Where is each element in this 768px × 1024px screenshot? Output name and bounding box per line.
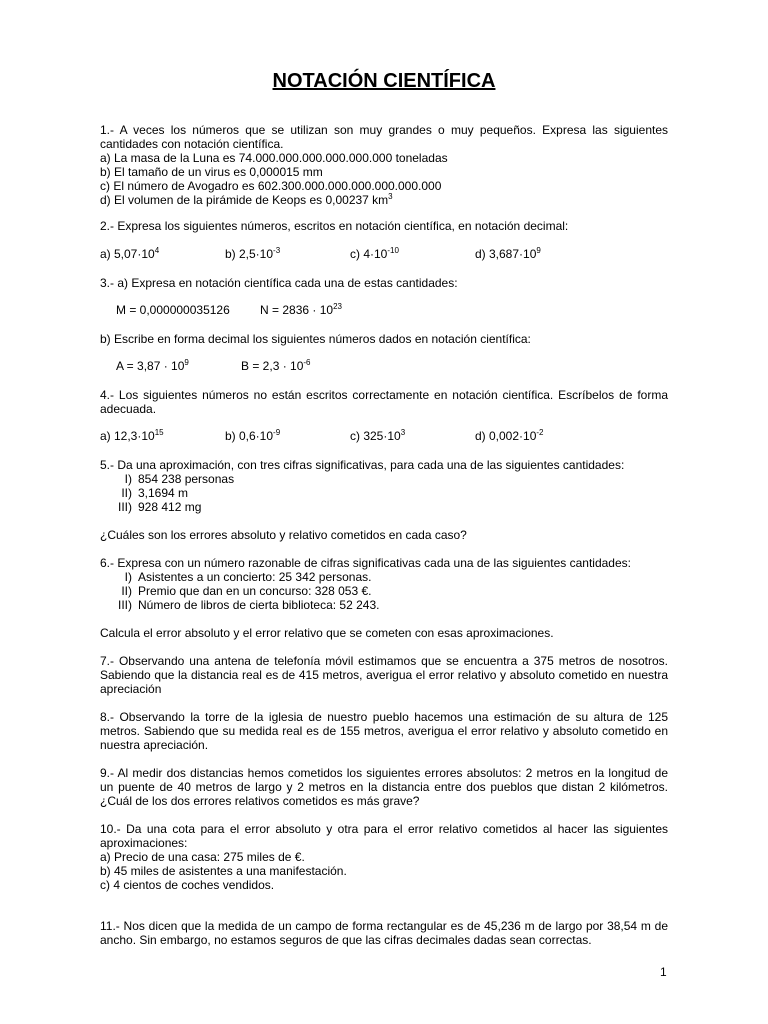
exercise-5-item: I) 854 238 personas — [124, 472, 235, 486]
exercise-4-item: b) $0,6\cdot 10^{-9}$ — [225, 428, 281, 443]
exercise-2-item: b) $2,5\cdot 10^{-3}$ — [225, 246, 281, 261]
exercise-2-item: d) $3,687\cdot 10^9$ — [475, 246, 541, 261]
value-b: $B = 2,3 \cdot 10^{-6}$ — [241, 358, 311, 373]
exercise-4-item: a) $12,3\cdot 10^{15}$ — [100, 428, 164, 443]
exercise-6-item: III) Número de libros de cierta biblioteca: 52 243. — [118, 598, 380, 612]
exercise-1-item-b: b) El tamaño de un virus es 0,000015 mm — [100, 165, 323, 179]
exercise-8: 8.- Observando la torre de la iglesia de nuestro pueblo hacemos una estimación de su altura de 125 metros. Sabiendo que su medida real es de 155 metros, averigua el error relativo y absoluto cometido en nuestra apreciación. — [100, 710, 668, 752]
exercise-4-item: d) $0,002\cdot 10^{-2}$ — [475, 428, 544, 443]
value-a: $A = 3,87 \cdot 10^9$ — [116, 358, 189, 373]
exercise-5 — [100, 458, 668, 514]
exercise-1-item-a: a) La masa de la Luna es 74.000.000.000.000.000.000 toneladas — [100, 151, 448, 165]
exercise-6-item: II) Premio que dan en un concurso: 328 053 €. — [121, 584, 372, 598]
exercise-6-intro: 6.- Expresa con un número razonable de cifras significativas cada una de las siguientes cantidades: — [100, 556, 631, 570]
exercise-3 — [100, 276, 668, 290]
exercise-3-part-b: b) Escribe en forma decimal los siguientes números dados en notación científica: — [100, 332, 531, 346]
exercise-2-item: c) $4\cdot 10^{-10}$ — [350, 246, 399, 261]
exercise-11: 11.- Nos dicen que la medida de un campo de forma rectangular es de 45,236 m de largo por 38,54 m de ancho. Sin embargo, no estamos seguros de que las cifras decimales dadas sean correctas. — [100, 919, 668, 947]
exercise-10-item-b: b) 45 miles de asistentes a una manifestación. — [100, 864, 347, 878]
page-title: NOTACIÓN CIENTÍFICA — [272, 70, 496, 92]
exercise-6-item: I) Asistentes a un concierto: 25 342 personas. — [124, 570, 372, 584]
exercise-1-intro: 1.- A veces los números que se utilizan son muy grandes o muy pequeños. Expresa las siguientes cantidades con notación científica. — [100, 123, 668, 151]
exercise-10 — [100, 822, 668, 892]
exercise-3-part-a: 3.- a) Expresa en notación científica cada una de estas cantidades: — [100, 276, 458, 290]
page-number: 1 — [660, 965, 667, 979]
exercise-5-question: ¿Cuáles son los errores absoluto y relativo cometidos en cada caso? — [100, 528, 467, 542]
exercise-4-item: c) $325\cdot 10^3$ — [350, 428, 406, 443]
exercise-4-intro: 4.- Los siguientes números no están escritos correctamente en notación científica. Escríbelos de forma adecuada. — [100, 388, 668, 416]
value-n: $N = 2836 \cdot 10^{23}$ — [260, 302, 342, 317]
exercise-9: 9.- Al medir dos distancias hemos cometidos los siguientes errores absolutos: 2 metros en la longitud de un puente de 40 metros de largo y 2 metros en la distancia entre dos pueblos que distan 2 kilómetros. ¿Cuál de los dos errores relativos cometidos es más grave? — [100, 766, 668, 808]
exercise-10-intro: 10.- Da una cota para el error absoluto y otra para el error relativo cometidos al hacer las siguientes aproximaciones: — [100, 822, 668, 850]
exercise-2-intro: 2.- Expresa los siguientes números, escritos en notación científica, en notación decimal: — [100, 219, 569, 233]
exercise-10-item-c: c) 4 cientos de coches vendidos. — [100, 878, 275, 892]
exercise-1 — [100, 123, 668, 207]
exercise-5-item: II) 3,1694 m — [121, 486, 189, 500]
exercise-6-followup: Calcula el error absoluto y el error relativo que se cometen con esas aproximaciones. — [100, 626, 554, 640]
exercise-5-item: III) 928 412 mg — [118, 500, 202, 514]
exercise-5-intro: 5.- Da una aproximación, con tres cifras significativas, para cada una de las siguientes cantidades: — [100, 458, 625, 472]
exercise-1-item-c: c) El número de Avogadro es 602.300.000.000.000.000.000.000 — [100, 179, 442, 193]
exercise-2-item: a) $5,07\cdot 10^4$ — [100, 246, 160, 261]
exercise-1-item-d: d) El volumen de la pirámide de Keops es 0,00237 $km^3$ — [100, 192, 393, 207]
exercise-6 — [100, 556, 668, 612]
exercise-10-item-a: a) Precio de una casa: 275 miles de €. — [100, 850, 305, 864]
exercise-2 — [100, 219, 668, 233]
value-m: M = 0,000000035126 — [116, 303, 230, 317]
exercise-7: 7.- Observando una antena de telefonía móvil estimamos que se encuentra a 375 metros de nosotros. Sabiendo que la distancia real es de 415 metros, averigua el error relativo y absoluto cometido en nuestra apreciación — [100, 654, 668, 696]
